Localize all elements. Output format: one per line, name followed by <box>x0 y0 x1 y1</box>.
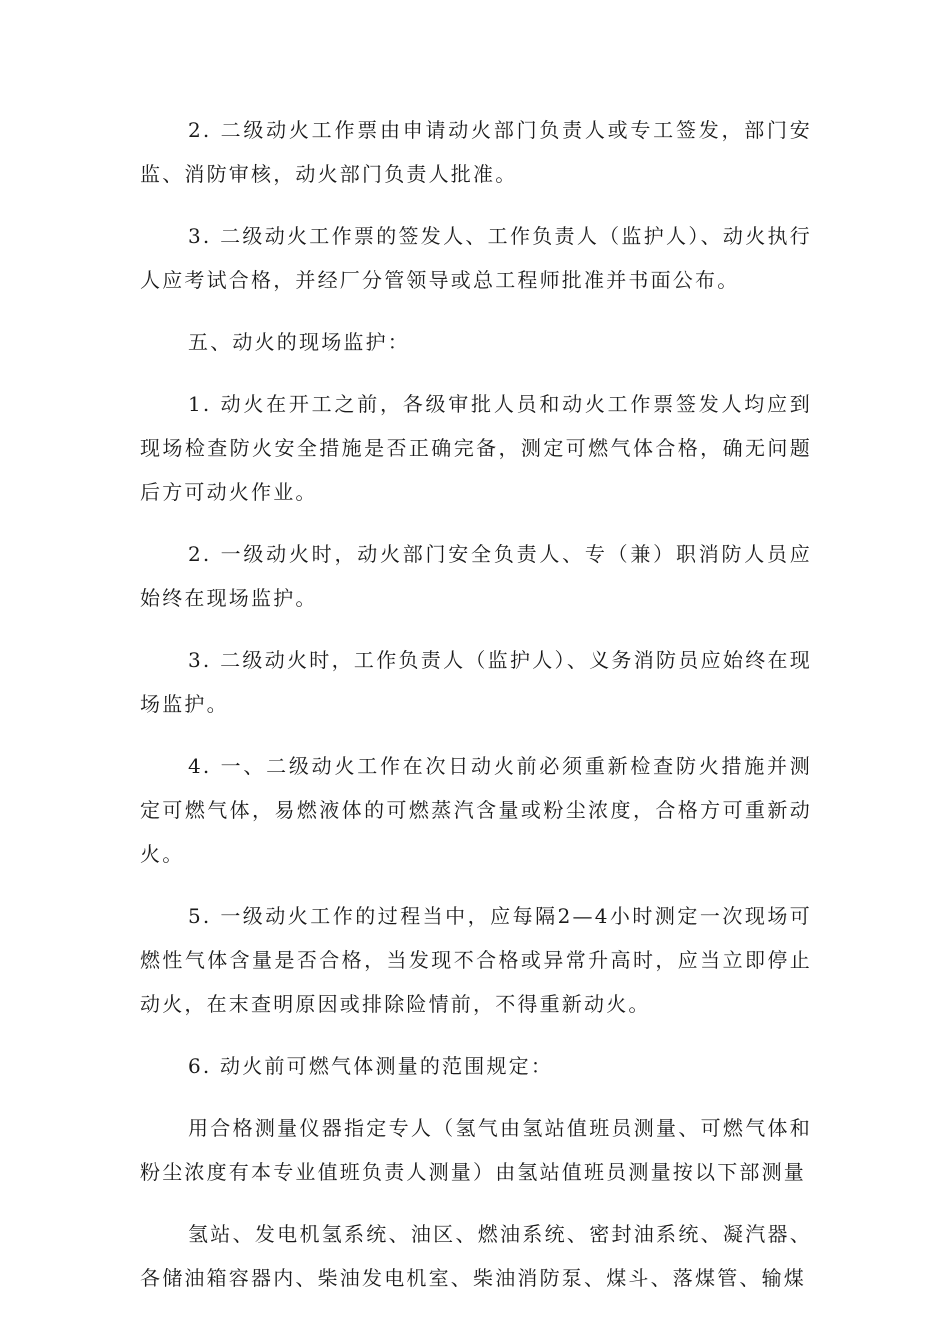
paragraph-10: 氢站、发电机氢系统、油区、燃油系统、密封油系统、凝汽器、各储油箱容器内、柴油发电机室、柴油消防泵、煤斗、落煤管、输煤 <box>140 1222 812 1290</box>
paragraph-6: 4. 一、二级动火工作在次日动火前必须重新检查防火措施并测定可燃气体，易燃液体的可燃蒸汽含量或粉尘浓度，合格方可重新动火。 <box>140 754 812 866</box>
document-body <box>140 108 812 1318</box>
paragraph-9: 用合格测量仪器指定专人（氢气由氢站值班员测量、可燃气体和粉尘浓度有本专业值班负责人测量）由氢站值班员测量按以下部测量 <box>140 1116 812 1184</box>
paragraph-8: 6. 动火前可燃气体测量的范围规定： <box>188 1054 554 1078</box>
paragraph-1: 2. 二级动火工作票由申请动火部门负责人或专工签发，部门安监、消防审核，动火部门负责人批准。 <box>140 118 812 186</box>
section-heading: 五、动火的现场监护： <box>188 330 410 354</box>
paragraph-5: 3. 二级动火时，工作负责人（监护人）、义务消防员应始终在现场监护。 <box>140 648 812 716</box>
paragraph-7: 5. 一级动火工作的过程当中，应每隔2—4小时测定一次现场可燃性气体含量是否合格，当发现不合格或异常升高时，应当立即停止动火，在末查明原因或排除险情前，不得重新动火。 <box>140 904 812 1016</box>
paragraph-3: 1. 动火在开工之前，各级审批人员和动火工作票签发人均应到现场检查防火安全措施是否正确完备，测定可燃气体合格，确无问题后方可动火作业。 <box>140 392 812 504</box>
paragraph-4: 2. 一级动火时，动火部门安全负责人、专（兼）职消防人员应始终在现场监护。 <box>140 542 812 610</box>
paragraph-2: 3. 二级动火工作票的签发人、工作负责人（监护人）、动火执行人应考试合格，并经厂分管领导或总工程师批准并书面公布。 <box>140 224 812 292</box>
